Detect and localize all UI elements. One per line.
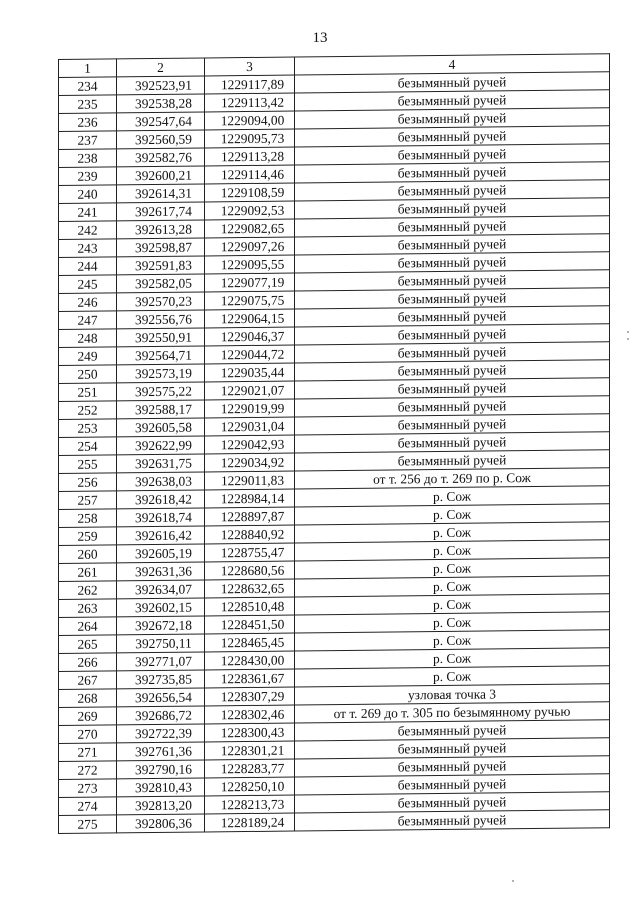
y-coordinate-cell: 1228307,29 xyxy=(205,687,295,706)
y-coordinate-cell: 1228302,46 xyxy=(205,705,295,724)
description-cell: безымянный ручей xyxy=(295,324,610,345)
description-cell: узловая точка 3 xyxy=(295,684,610,705)
y-coordinate-cell: 1229064,15 xyxy=(205,309,295,328)
point-number-cell: 274 xyxy=(59,797,117,816)
column-header-3: 3 xyxy=(205,57,295,76)
x-coordinate-cell: 392588,17 xyxy=(117,400,205,419)
description-cell: безымянный ручей xyxy=(295,270,610,291)
description-cell: безымянный ручей xyxy=(295,360,610,381)
coordinates-table-wrapper xyxy=(58,53,610,834)
description-cell: безымянный ручей xyxy=(295,72,610,93)
x-coordinate-cell: 392582,05 xyxy=(117,274,205,293)
x-coordinate-cell: 392573,19 xyxy=(117,364,205,383)
point-number-cell: 260 xyxy=(59,545,117,564)
description-cell: р. Сож xyxy=(295,666,610,687)
description-cell: безымянный ручей xyxy=(295,720,610,741)
y-coordinate-cell: 1228213,73 xyxy=(205,795,295,814)
description-cell: безымянный ручей xyxy=(295,432,610,453)
description-cell: безымянный ручей xyxy=(295,450,610,471)
y-coordinate-cell: 1229117,89 xyxy=(205,75,295,94)
point-number-cell: 252 xyxy=(59,401,117,420)
x-coordinate-cell: 392556,76 xyxy=(117,310,205,329)
x-coordinate-cell: 392547,64 xyxy=(117,112,205,131)
description-cell: безымянный ручей xyxy=(295,162,610,183)
x-coordinate-cell: 392591,83 xyxy=(117,256,205,275)
description-cell: безымянный ручей xyxy=(295,774,610,795)
description-cell: безымянный ручей xyxy=(295,306,610,327)
point-number-cell: 240 xyxy=(59,185,117,204)
point-number-cell: 242 xyxy=(59,221,117,240)
x-coordinate-cell: 392602,15 xyxy=(117,598,205,617)
y-coordinate-cell: 1228465,45 xyxy=(205,633,295,652)
y-coordinate-cell: 1228300,43 xyxy=(205,723,295,742)
column-header-2: 2 xyxy=(117,58,205,77)
description-cell: безымянный ручей xyxy=(295,126,610,147)
description-cell: р. Сож xyxy=(295,630,610,651)
x-coordinate-cell: 392672,18 xyxy=(117,616,205,635)
x-coordinate-cell: 392631,36 xyxy=(117,562,205,581)
point-number-cell: 266 xyxy=(59,653,117,672)
x-coordinate-cell: 392550,91 xyxy=(117,328,205,347)
y-coordinate-cell: 1229034,92 xyxy=(205,453,295,472)
point-number-cell: 273 xyxy=(59,779,117,798)
y-coordinate-cell: 1229113,28 xyxy=(205,147,295,166)
description-cell: безымянный ручей xyxy=(295,342,610,363)
point-number-cell: 271 xyxy=(59,743,117,762)
y-coordinate-cell: 1229044,72 xyxy=(205,345,295,364)
description-cell: р. Сож xyxy=(295,504,610,525)
y-coordinate-cell: 1228632,65 xyxy=(205,579,295,598)
y-coordinate-cell: 1229021,07 xyxy=(205,381,295,400)
column-header-4: 4 xyxy=(295,54,610,75)
description-cell: безымянный ручей xyxy=(295,144,610,165)
x-coordinate-cell: 392631,75 xyxy=(117,454,205,473)
description-cell: безымянный ручей xyxy=(295,108,610,129)
description-cell: р. Сож xyxy=(295,612,610,633)
x-coordinate-cell: 392634,07 xyxy=(117,580,205,599)
y-coordinate-cell: 1228301,21 xyxy=(205,741,295,760)
y-coordinate-cell: 1228430,00 xyxy=(205,651,295,670)
x-coordinate-cell: 392656,54 xyxy=(117,688,205,707)
point-number-cell: 259 xyxy=(59,527,117,546)
point-number-cell: 235 xyxy=(59,95,117,114)
y-coordinate-cell: 1229019,99 xyxy=(205,399,295,418)
point-number-cell: 250 xyxy=(59,365,117,384)
point-number-cell: 253 xyxy=(59,419,117,438)
point-number-cell: 257 xyxy=(59,491,117,510)
description-cell: р. Сож xyxy=(295,486,610,507)
point-number-cell: 234 xyxy=(59,77,117,96)
x-coordinate-cell: 392750,11 xyxy=(117,634,205,653)
point-number-cell: 247 xyxy=(59,311,117,330)
y-coordinate-cell: 1228451,50 xyxy=(205,615,295,634)
y-coordinate-cell: 1228755,47 xyxy=(205,543,295,562)
point-number-cell: 244 xyxy=(59,257,117,276)
description-cell: безымянный ручей xyxy=(295,792,610,813)
table-body xyxy=(59,72,610,834)
point-number-cell: 262 xyxy=(59,581,117,600)
description-cell: безымянный ручей xyxy=(295,396,610,417)
x-coordinate-cell: 392617,74 xyxy=(117,202,205,221)
description-cell: безымянный ручей xyxy=(295,234,610,255)
point-number-cell: 246 xyxy=(59,293,117,312)
description-cell: безымянный ручей xyxy=(295,198,610,219)
description-cell: от т. 256 до т. 269 по р. Сож xyxy=(295,468,610,489)
description-cell: безымянный ручей xyxy=(295,378,610,399)
y-coordinate-cell: 1229095,73 xyxy=(205,129,295,148)
description-cell: безымянный ручей xyxy=(295,90,610,111)
x-coordinate-cell: 392735,85 xyxy=(117,670,205,689)
point-number-cell: 267 xyxy=(59,671,117,690)
y-coordinate-cell: 1229114,46 xyxy=(205,165,295,184)
description-cell: безымянный ручей xyxy=(295,288,610,309)
x-coordinate-cell: 392598,87 xyxy=(117,238,205,257)
point-number-cell: 243 xyxy=(59,239,117,258)
point-number-cell: 251 xyxy=(59,383,117,402)
description-cell: безымянный ручей xyxy=(295,414,610,435)
x-coordinate-cell: 392771,07 xyxy=(117,652,205,671)
x-coordinate-cell: 392570,23 xyxy=(117,292,205,311)
point-number-cell: 272 xyxy=(59,761,117,780)
point-number-cell: 275 xyxy=(59,815,117,834)
column-header-1: 1 xyxy=(59,59,117,78)
description-cell: р. Сож xyxy=(295,648,610,669)
point-number-cell: 265 xyxy=(59,635,117,654)
description-cell: безымянный ручей xyxy=(295,216,610,237)
y-coordinate-cell: 1229035,44 xyxy=(205,363,295,382)
y-coordinate-cell: 1229094,00 xyxy=(205,111,295,130)
description-cell: безымянный ручей xyxy=(295,180,610,201)
point-number-cell: 270 xyxy=(59,725,117,744)
point-number-cell: 256 xyxy=(59,473,117,492)
description-cell: безымянный ручей xyxy=(295,738,610,759)
point-number-cell: 249 xyxy=(59,347,117,366)
y-coordinate-cell: 1229092,53 xyxy=(205,201,295,220)
point-number-cell: 255 xyxy=(59,455,117,474)
y-coordinate-cell: 1228897,87 xyxy=(205,507,295,526)
y-coordinate-cell: 1228283,77 xyxy=(205,759,295,778)
description-cell: р. Сож xyxy=(295,540,610,561)
point-number-cell: 239 xyxy=(59,167,117,186)
point-number-cell: 245 xyxy=(59,275,117,294)
description-cell: р. Сож xyxy=(295,522,610,543)
x-coordinate-cell: 392618,74 xyxy=(117,508,205,527)
y-coordinate-cell: 1229097,26 xyxy=(205,237,295,256)
x-coordinate-cell: 392761,36 xyxy=(117,742,205,761)
x-coordinate-cell: 392618,42 xyxy=(117,490,205,509)
y-coordinate-cell: 1228840,92 xyxy=(205,525,295,544)
y-coordinate-cell: 1229082,65 xyxy=(205,219,295,238)
point-number-cell: 237 xyxy=(59,131,117,150)
y-coordinate-cell: 1229075,75 xyxy=(205,291,295,310)
y-coordinate-cell: 1229095,55 xyxy=(205,255,295,274)
description-cell: безымянный ручей xyxy=(295,810,610,831)
x-coordinate-cell: 392538,28 xyxy=(117,94,205,113)
point-number-cell: 261 xyxy=(59,563,117,582)
x-coordinate-cell: 392600,21 xyxy=(117,166,205,185)
y-coordinate-cell: 1229046,37 xyxy=(205,327,295,346)
point-number-cell: 241 xyxy=(59,203,117,222)
point-number-cell: 268 xyxy=(59,689,117,708)
x-coordinate-cell: 392560,59 xyxy=(117,130,205,149)
point-number-cell: 254 xyxy=(59,437,117,456)
y-coordinate-cell: 1229077,19 xyxy=(205,273,295,292)
point-number-cell: 258 xyxy=(59,509,117,528)
x-coordinate-cell: 392614,31 xyxy=(117,184,205,203)
page-number: 13 xyxy=(312,30,328,46)
coordinates-table xyxy=(58,53,610,834)
point-number-cell: 248 xyxy=(59,329,117,348)
x-coordinate-cell: 392613,28 xyxy=(117,220,205,239)
point-number-cell: 263 xyxy=(59,599,117,618)
y-coordinate-cell: 1229031,04 xyxy=(205,417,295,436)
description-cell: р. Сож xyxy=(295,576,610,597)
x-coordinate-cell: 392790,16 xyxy=(117,760,205,779)
x-coordinate-cell: 392810,43 xyxy=(117,778,205,797)
x-coordinate-cell: 392575,22 xyxy=(117,382,205,401)
x-coordinate-cell: 392564,71 xyxy=(117,346,205,365)
y-coordinate-cell: 1228680,56 xyxy=(205,561,295,580)
y-coordinate-cell: 1228250,10 xyxy=(205,777,295,796)
description-cell: р. Сож xyxy=(295,558,610,579)
point-number-cell: 238 xyxy=(59,149,117,168)
x-coordinate-cell: 392813,20 xyxy=(117,796,205,815)
x-coordinate-cell: 392582,76 xyxy=(117,148,205,167)
x-coordinate-cell: 392806,36 xyxy=(117,814,205,833)
point-number-cell: 236 xyxy=(59,113,117,132)
description-cell: р. Сож xyxy=(295,594,610,615)
y-coordinate-cell: 1229113,42 xyxy=(205,93,295,112)
x-coordinate-cell: 392686,72 xyxy=(117,706,205,725)
x-coordinate-cell: 392605,19 xyxy=(117,544,205,563)
description-cell: безымянный ручей xyxy=(295,252,610,273)
point-number-cell: 269 xyxy=(59,707,117,726)
x-coordinate-cell: 392638,03 xyxy=(117,472,205,491)
y-coordinate-cell: 1228510,48 xyxy=(205,597,295,616)
x-coordinate-cell: 392622,99 xyxy=(117,436,205,455)
description-cell: безымянный ручей xyxy=(295,756,610,777)
y-coordinate-cell: 1229108,59 xyxy=(205,183,295,202)
x-coordinate-cell: 392722,39 xyxy=(117,724,205,743)
x-coordinate-cell: 392523,91 xyxy=(117,76,205,95)
y-coordinate-cell: 1228361,67 xyxy=(205,669,295,688)
y-coordinate-cell: 1229011,83 xyxy=(205,471,295,490)
x-coordinate-cell: 392605,58 xyxy=(117,418,205,437)
description-cell: от т. 269 до т. 305 по безымянному ручью xyxy=(295,702,610,723)
y-coordinate-cell: 1228189,24 xyxy=(205,813,295,832)
x-coordinate-cell: 392616,42 xyxy=(117,526,205,545)
y-coordinate-cell: 1229042,93 xyxy=(205,435,295,454)
point-number-cell: 264 xyxy=(59,617,117,636)
y-coordinate-cell: 1228984,14 xyxy=(205,489,295,508)
